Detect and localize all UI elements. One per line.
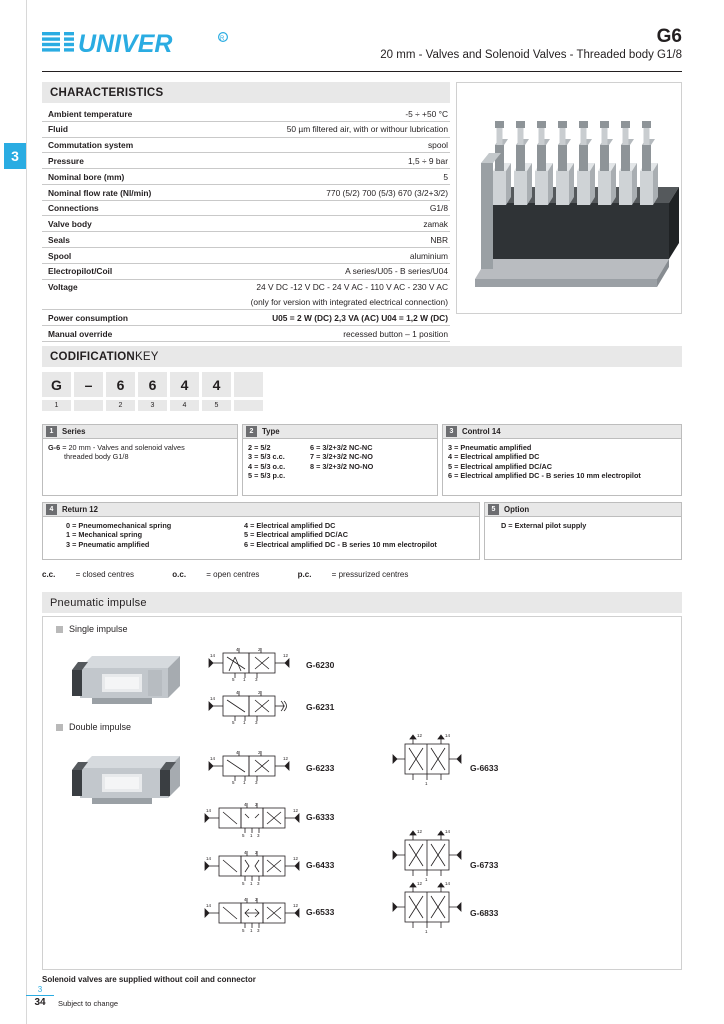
table-row xyxy=(42,310,450,326)
key-box-title: Series xyxy=(62,427,86,436)
codification-section-bar xyxy=(42,346,682,367)
table-row xyxy=(42,106,450,122)
row-label: Power consumption xyxy=(48,312,129,323)
svg-text:1: 1 xyxy=(425,781,428,786)
code-label-G-6233: G-6233 xyxy=(306,763,335,773)
characteristics-table xyxy=(42,106,450,342)
table-row xyxy=(42,280,450,295)
key-code: 5 xyxy=(244,530,249,540)
key-box-header xyxy=(43,425,237,439)
row-value: NBR xyxy=(430,234,448,245)
key-desc: = 5/3 p.c. xyxy=(252,471,286,481)
code-cell-5: 4 xyxy=(202,372,231,397)
table-row xyxy=(42,169,450,185)
key-box-body xyxy=(43,439,237,466)
bullet-square xyxy=(56,626,63,633)
code-label-G-6333: G-6333 xyxy=(306,812,335,822)
code-label-G-6533: G-6533 xyxy=(306,907,335,917)
key-code: 3 xyxy=(248,452,253,462)
footer-subject-to-change: Subject to change xyxy=(58,999,119,1008)
key-desc: = Pneumatic amplified xyxy=(70,539,150,549)
row-label: Ambient temperature xyxy=(48,108,133,119)
svg-text:1: 1 xyxy=(243,780,246,785)
svg-text:3: 3 xyxy=(255,677,258,682)
legend-oc: o.c. = open centres xyxy=(172,570,260,579)
key-line xyxy=(310,443,373,452)
key-desc: = External pilot supply xyxy=(506,521,587,530)
svg-text:14: 14 xyxy=(210,653,216,658)
svg-text:5: 5 xyxy=(232,720,235,725)
key-desc: = Electrical amplified DC - B series 10 mm electropilot xyxy=(248,539,437,549)
svg-text:14: 14 xyxy=(445,829,451,834)
codification-code-grid xyxy=(42,372,266,411)
code-label-G-6833: G-6833 xyxy=(470,908,499,918)
double-impulse-label: Double impulse xyxy=(69,722,132,732)
key-box-number: 3 xyxy=(446,426,457,437)
key-box-body xyxy=(43,517,479,553)
footer-rule xyxy=(26,995,54,996)
row-label: Manual override xyxy=(48,328,113,339)
key-desc: = Mechanical spring xyxy=(70,530,143,540)
key-line xyxy=(310,452,373,461)
symbol-G-6733 xyxy=(393,826,461,882)
svg-text:12: 12 xyxy=(417,829,423,834)
symbol-G-6333 xyxy=(205,800,305,838)
key-line xyxy=(248,452,310,461)
table-row xyxy=(42,326,450,342)
row-label: Nominal flow rate (Nl/min) xyxy=(48,187,152,198)
svg-text:1: 1 xyxy=(243,720,246,725)
symbol-G-6633 xyxy=(393,730,461,786)
codification-title-key: KEY xyxy=(134,350,159,363)
key-line xyxy=(501,521,676,530)
svg-text:12: 12 xyxy=(417,881,423,886)
key-col-1 xyxy=(248,443,310,481)
code-label-G-6230: G-6230 xyxy=(306,660,335,670)
key-box-option xyxy=(484,502,682,560)
key-code: 7 xyxy=(310,452,315,462)
legend-cc: c.c. = closed centres xyxy=(42,570,135,579)
code-num-4: 4 xyxy=(170,400,199,411)
key-line xyxy=(448,471,676,480)
row-value: 5 xyxy=(443,171,448,182)
key-desc: = Electrical amplified DC/AC xyxy=(452,461,553,471)
code-cell-6 xyxy=(234,372,263,397)
svg-text:4: 4 xyxy=(236,750,239,755)
svg-text:UNIVER: UNIVER xyxy=(78,30,173,58)
key-line xyxy=(448,443,676,452)
row-label: Nominal bore (mm) xyxy=(48,171,125,182)
code-label-G-6633: G-6633 xyxy=(470,763,499,773)
row-value: recessed button – 1 position xyxy=(343,328,448,339)
footer-page-number: 34 xyxy=(34,997,46,1008)
key-line xyxy=(248,443,310,452)
svg-text:3: 3 xyxy=(257,928,260,933)
svg-text:14: 14 xyxy=(210,696,216,701)
key-code: 4 xyxy=(248,461,253,471)
key-desc: = Electrical amplified DC xyxy=(248,521,336,530)
row-label: Pressure xyxy=(48,155,84,166)
key-desc: = 3/2+3/2 NC-NO xyxy=(314,452,373,462)
key-line xyxy=(244,521,437,530)
row-label: Commutation system xyxy=(48,140,134,151)
key-box-return12 xyxy=(42,502,480,560)
double-impulse-valve-photo xyxy=(72,748,184,810)
svg-text:5: 5 xyxy=(232,677,235,682)
svg-text:1: 1 xyxy=(250,928,253,933)
table-row xyxy=(42,232,450,248)
key-line xyxy=(248,471,310,480)
code-cell-4: 4 xyxy=(170,372,199,397)
code-cell-3: 6 xyxy=(138,372,167,397)
double-impulse-heading xyxy=(56,722,131,732)
row-label: Electropilot/Coil xyxy=(48,266,113,277)
symbol-G-6433 xyxy=(205,848,305,886)
key-box-series xyxy=(42,424,238,496)
svg-text:2: 2 xyxy=(255,802,258,807)
code-num-5: 5 xyxy=(202,400,231,411)
code-label-G-6433: G-6433 xyxy=(306,860,335,870)
key-line xyxy=(248,462,310,471)
svg-text:R: R xyxy=(220,36,225,42)
symbol-G-6533 xyxy=(205,895,305,933)
symbol-G-6230 xyxy=(205,645,297,681)
svg-text:4: 4 xyxy=(236,690,239,695)
table-row xyxy=(42,138,450,154)
table-row xyxy=(42,185,450,201)
svg-text:1: 1 xyxy=(425,929,428,934)
key-line xyxy=(48,443,232,452)
code-num-3: 3 xyxy=(138,400,167,411)
chapter-tab: 3 xyxy=(4,143,26,169)
key-box-title: Option xyxy=(504,505,530,514)
key-col-2 xyxy=(310,443,373,481)
key-code: 8 xyxy=(310,461,315,471)
key-desc: threaded body G1/8 xyxy=(64,452,129,462)
table-row xyxy=(42,122,450,138)
row-label: Seals xyxy=(48,234,70,245)
svg-text:1: 1 xyxy=(250,881,253,886)
svg-text:1: 1 xyxy=(243,677,246,682)
svg-text:5: 5 xyxy=(242,833,245,838)
page-title: G6 xyxy=(656,26,682,47)
svg-text:1: 1 xyxy=(425,877,428,882)
key-desc: = 5/3 c.c. xyxy=(252,452,285,462)
key-box-number: 2 xyxy=(246,426,257,437)
svg-text:3: 3 xyxy=(255,720,258,725)
left-rule xyxy=(26,0,27,1024)
key-code: 6 xyxy=(310,443,315,452)
key-box-number: 1 xyxy=(46,426,57,437)
svg-text:14: 14 xyxy=(445,881,451,886)
code-cell-dash: – xyxy=(74,372,103,397)
key-box-control14 xyxy=(442,424,682,496)
svg-text:3: 3 xyxy=(257,833,260,838)
svg-text:4: 4 xyxy=(244,802,247,807)
table-row xyxy=(42,248,450,264)
svg-text:12: 12 xyxy=(283,756,289,761)
row-label: Valve body xyxy=(48,219,92,230)
valve-manifold-photo xyxy=(456,82,682,314)
legend-pc: p.c. = pressurized centres xyxy=(297,570,409,579)
key-line xyxy=(448,452,676,461)
row-value: -5 ÷ +50 °C xyxy=(405,108,448,119)
svg-text:3: 3 xyxy=(257,881,260,886)
svg-text:3: 3 xyxy=(255,780,258,785)
row-value: spool xyxy=(427,140,448,151)
key-box-header xyxy=(43,503,479,517)
key-col-2 xyxy=(244,521,437,549)
svg-text:1: 1 xyxy=(250,833,253,838)
key-box-header xyxy=(443,425,681,439)
key-box-title: Return 12 xyxy=(62,505,98,514)
row-value: 770 (5/2) 700 (5/3) 670 (3/2+3/2) xyxy=(326,187,448,198)
svg-text:12: 12 xyxy=(417,733,423,738)
code-label-G-6231: G-6231 xyxy=(306,702,335,712)
key-line xyxy=(48,452,232,461)
key-box-body xyxy=(243,439,437,485)
valve-photo-illustration xyxy=(457,83,682,314)
row-value: G1/8 xyxy=(429,203,448,214)
svg-text:2: 2 xyxy=(255,850,258,855)
key-code: 0 xyxy=(66,521,71,530)
row-label: Fluid xyxy=(48,124,69,135)
symbol-G-6833 xyxy=(393,878,461,934)
code-num-6 xyxy=(234,400,263,411)
key-code: 2 xyxy=(248,443,253,452)
svg-text:5: 5 xyxy=(242,928,245,933)
key-code: D xyxy=(501,521,507,530)
row-label: Voltage xyxy=(48,282,78,293)
key-desc: = Electrical amplified DC - B series 10 mm electropilot xyxy=(452,471,641,481)
row-value: U05 = 2 W (DC) 2,3 VA (AC) U04 = 1,2 W (DC) xyxy=(272,312,448,323)
table-row xyxy=(42,264,450,280)
svg-text:14: 14 xyxy=(206,903,212,908)
svg-text:2: 2 xyxy=(258,647,261,652)
key-desc: = 5/3 o.c. xyxy=(252,461,286,471)
univer-logo xyxy=(42,28,230,58)
single-impulse-label: Single impulse xyxy=(69,624,128,634)
code-numbers-row xyxy=(42,400,266,411)
svg-text:5: 5 xyxy=(232,780,235,785)
characteristics-title: CHARACTERISTICS xyxy=(50,86,164,99)
codification-title: CODIFICATION xyxy=(50,350,135,363)
code-cell-1: G xyxy=(42,372,71,397)
key-code: 4 xyxy=(448,452,453,462)
key-desc: = 3/2+3/2 NC-NC xyxy=(314,443,373,452)
key-code: 6 xyxy=(448,471,453,481)
key-code: 5 xyxy=(248,471,253,481)
pneumatic-title: Pneumatic impulse xyxy=(50,596,147,609)
page-subtitle: 20 mm - Valves and Solenoid Valves - Threaded body G1/8 xyxy=(380,49,682,61)
key-line xyxy=(66,530,244,539)
svg-text:14: 14 xyxy=(445,733,451,738)
single-impulse-heading xyxy=(56,624,128,634)
key-desc: = 3/2+3/2 NO-NO xyxy=(314,461,374,471)
key-desc: = 20 mm - Valves and solenoid valves xyxy=(60,443,185,452)
symbol-G-6233 xyxy=(205,748,297,784)
row-label: Connections xyxy=(48,203,99,214)
svg-text:12: 12 xyxy=(293,903,299,908)
key-col-1 xyxy=(48,521,244,549)
key-line xyxy=(244,530,437,539)
key-box-title: Type xyxy=(262,427,280,436)
row-value: zamak xyxy=(423,219,448,230)
code-num-1: 1 xyxy=(42,400,71,411)
row-label: Spool xyxy=(48,250,72,261)
key-code: 4 xyxy=(244,521,249,530)
svg-text:14: 14 xyxy=(206,856,212,861)
key-line xyxy=(310,462,373,471)
key-box-type xyxy=(242,424,438,496)
key-code: G-6 xyxy=(48,443,61,452)
key-code: 3 xyxy=(448,443,453,452)
svg-text:12: 12 xyxy=(283,653,289,658)
table-row xyxy=(42,216,450,232)
key-desc: = Pneumomechanical spring xyxy=(70,521,172,530)
key-box-header xyxy=(485,503,681,517)
svg-text:14: 14 xyxy=(210,756,216,761)
svg-text:2: 2 xyxy=(258,690,261,695)
header-titles xyxy=(380,26,682,61)
svg-text:2: 2 xyxy=(255,897,258,902)
key-desc: = Electrical amplified DC/AC xyxy=(248,530,349,540)
key-box-body xyxy=(443,439,681,485)
key-code: 3 xyxy=(66,539,71,549)
header-divider xyxy=(42,71,682,72)
code-cells-row xyxy=(42,372,266,397)
voltage-note: (only for version with integrated electrical connection) xyxy=(42,294,450,310)
key-desc: = Pneumatic amplified xyxy=(452,443,532,452)
table-row xyxy=(42,153,450,169)
row-value: 1,5 ÷ 9 bar xyxy=(408,155,448,166)
key-line xyxy=(244,540,437,549)
key-box-number: 4 xyxy=(46,504,57,515)
svg-text:12: 12 xyxy=(293,808,299,813)
table-row xyxy=(42,201,450,217)
bullet-square xyxy=(56,724,63,731)
key-code: 1 xyxy=(66,530,71,540)
row-value: 24 V DC -12 V DC - 24 V AC - 110 V AC - 230 V AC xyxy=(256,282,448,293)
code-label-G-6733: G-6733 xyxy=(470,860,499,870)
svg-text:4: 4 xyxy=(244,897,247,902)
code-num-gap xyxy=(74,400,103,411)
key-line xyxy=(448,462,676,471)
footer-note: Solenoid valves are supplied without coil and connector xyxy=(42,975,256,984)
svg-text:14: 14 xyxy=(206,808,212,813)
key-box-body xyxy=(485,517,681,534)
key-desc: = 5/2 xyxy=(252,443,271,452)
key-desc: = Electrical amplified DC xyxy=(452,452,540,462)
row-value: aluminium xyxy=(409,250,448,261)
svg-text:5: 5 xyxy=(242,881,245,886)
row-value: 50 µm filtered air, with or withour lubrication xyxy=(286,124,448,135)
pneumatic-section-bar xyxy=(42,592,682,613)
svg-text:2: 2 xyxy=(258,750,261,755)
key-line xyxy=(66,521,244,530)
key-box-header xyxy=(243,425,437,439)
key-code: 5 xyxy=(448,461,453,471)
svg-text:12: 12 xyxy=(293,856,299,861)
symbol-G-6231 xyxy=(205,688,297,724)
key-code: 6 xyxy=(244,539,249,549)
single-impulse-valve-photo xyxy=(72,648,184,710)
svg-text:4: 4 xyxy=(236,647,239,652)
page-header xyxy=(42,26,682,68)
key-line xyxy=(66,540,244,549)
row-value: A series/U05 - B series/U04 xyxy=(345,266,448,277)
key-box-title: Control 14 xyxy=(462,427,501,436)
codification-legend xyxy=(42,570,444,579)
svg-text:4: 4 xyxy=(244,850,247,855)
key-box-number: 5 xyxy=(488,504,499,515)
characteristics-section-bar xyxy=(42,82,450,103)
code-num-2: 2 xyxy=(106,400,135,411)
footer-chapter: 3 xyxy=(37,985,43,994)
code-cell-2: 6 xyxy=(106,372,135,397)
